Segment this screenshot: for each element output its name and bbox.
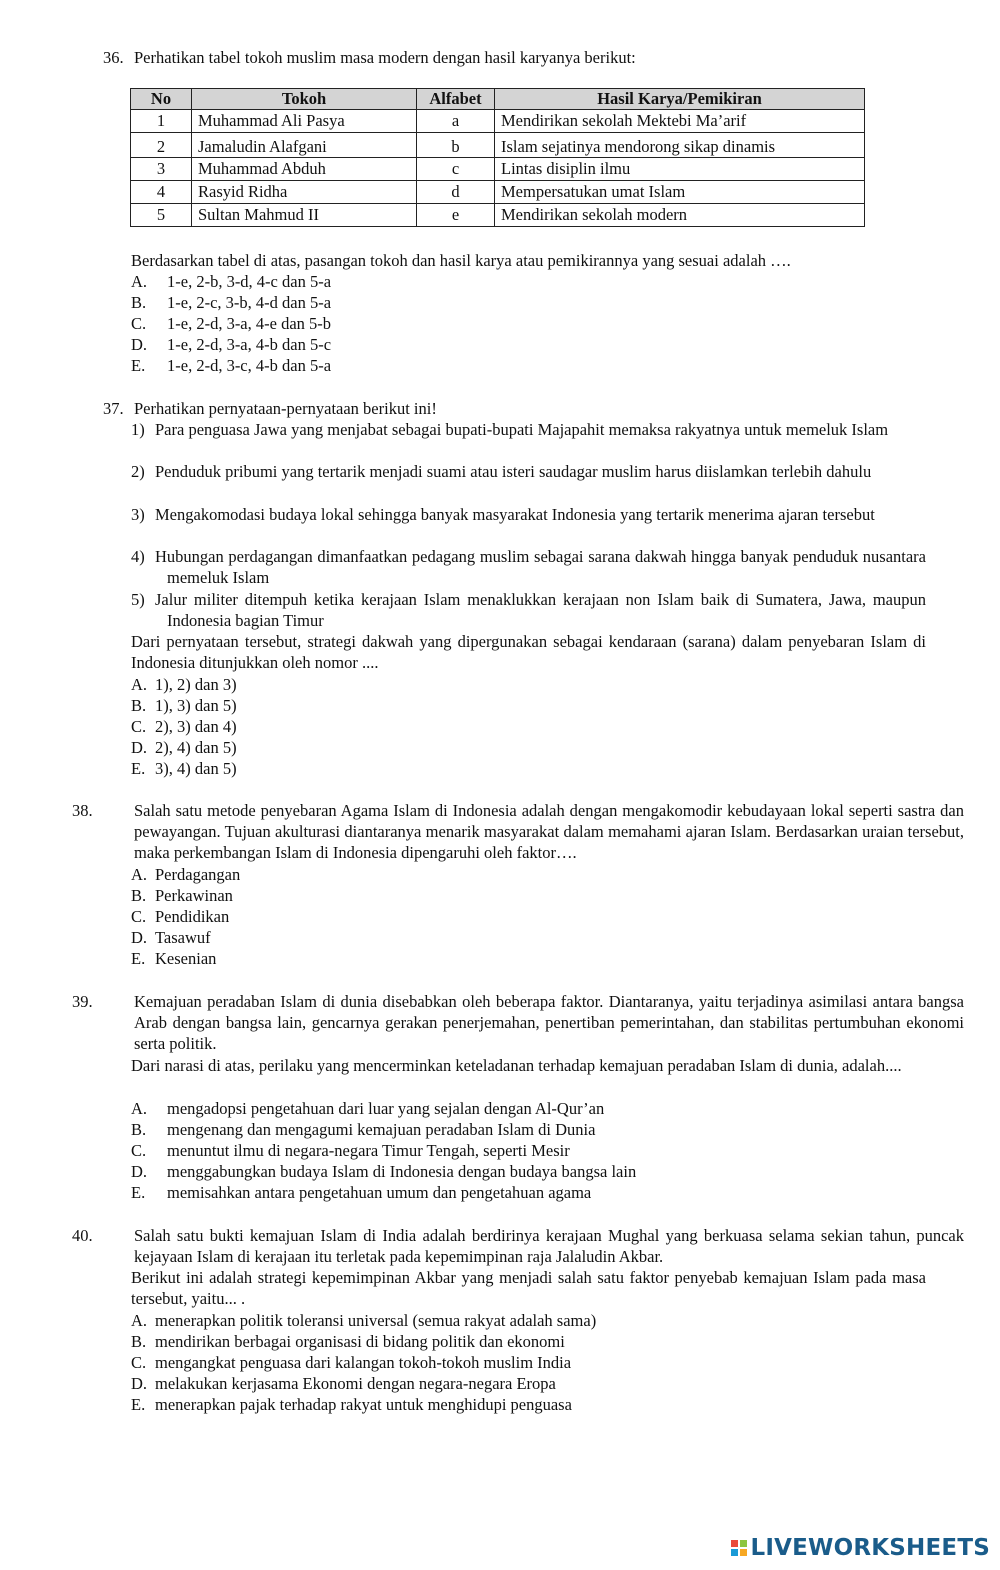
option-text: Tasawuf: [155, 928, 211, 947]
q37-statement-1: [131, 419, 926, 440]
logo-tile: [731, 1549, 738, 1556]
option-letter: D.: [131, 335, 148, 354]
table-cell: 3: [131, 158, 192, 181]
option-text: menerapkan pajak terhadap rakyat untuk menghidupi penguasa: [155, 1395, 572, 1414]
q39-prompt: [72, 991, 964, 1054]
option-letter: C.: [131, 717, 147, 736]
q40-option-c[interactable]: [131, 1352, 571, 1373]
statement-number: 1): [131, 420, 145, 439]
option-text: menuntut ilmu di negara-negara Timur Tengah, seperti Mesir: [167, 1141, 570, 1160]
option-letter: C.: [131, 314, 147, 333]
statement-number: 3): [131, 505, 145, 524]
option-text: 3), 4) dan 5): [155, 759, 237, 778]
option-text: Kesenian: [155, 949, 217, 968]
table-cell: e: [417, 204, 495, 227]
option-text: 1-e, 2-d, 3-a, 4-e dan 5-b: [167, 314, 332, 333]
q38-option-a[interactable]: [131, 864, 240, 885]
q36-option-d[interactable]: [131, 334, 331, 355]
table-row: [131, 181, 865, 204]
option-letter: E.: [131, 1183, 146, 1202]
table-row: [131, 158, 865, 181]
q37-statement-4: [131, 546, 926, 588]
statement-number: 5): [131, 590, 145, 609]
option-text: mendirikan berbagai organisasi di bidang politik dan ekonomi: [155, 1332, 565, 1351]
q40-number: 40.: [72, 1226, 93, 1245]
option-letter: E.: [131, 759, 146, 778]
option-letter: B.: [131, 1332, 147, 1351]
q37-prompt: [103, 398, 933, 419]
table-cell: Islam sejatinya mendorong sikap dinamis: [495, 133, 865, 158]
option-text: Perkawinan: [155, 886, 233, 905]
table-cell: Jamaludin Alafgani: [192, 133, 417, 158]
statement-text: Mengakomodasi budaya lokal sehingga banyak masyarakat Indonesia yang tertarik menerima ajaran tersebut: [155, 505, 875, 524]
q40-question: Berikut ini adalah strategi kepemimpinan Akbar yang menjadi salah satu faktor penyebab kemajuan Islam pada masa tersebut, yaitu... .: [131, 1268, 926, 1308]
option-text: 1), 2) dan 3): [155, 675, 237, 694]
liveworksheets-logo[interactable]: [731, 1533, 990, 1563]
q40-prompt: [72, 1225, 964, 1267]
option-letter: B.: [131, 1120, 147, 1139]
table-cell: d: [417, 181, 495, 204]
option-text: memisahkan antara pengetahuan umum dan pengetahuan agama: [167, 1183, 592, 1202]
table-row: [131, 133, 865, 158]
option-text: 1-e, 2-c, 3-b, 4-d dan 5-a: [167, 293, 332, 312]
q37-number: 37.: [103, 399, 124, 418]
table-header-tokoh: Tokoh: [192, 89, 417, 110]
q37-question: Dari pernyataan tersebut, strategi dakwah yang dipergunakan sebagai kendaraan (sarana) dalam penyebaran Islam di Indonesia ditunjukkan oleh nomor ....: [131, 632, 926, 672]
logo-tile: [731, 1540, 738, 1547]
q38-number: 38.: [72, 801, 93, 820]
option-text: 2), 4) dan 5): [155, 738, 237, 757]
option-text: mengangkat penguasa dari kalangan tokoh-tokoh muslim India: [155, 1353, 572, 1372]
option-text: 2), 3) dan 4): [155, 717, 237, 736]
table-cell: Sultan Mahmud II: [192, 204, 417, 227]
q36-prompt: [103, 47, 933, 68]
table-cell: Mendirikan sekolah Mektebi Ma’arif: [495, 110, 865, 133]
statement-text: Para penguasa Jawa yang menjabat sebagai bupati-bupati Majapahit memaksa rakyatnya untuk memeluk Islam: [155, 420, 889, 439]
option-letter: A.: [131, 865, 148, 884]
q38-prompt-text: Salah satu metode penyebaran Agama Islam di Indonesia adalah dengan mengakomodir kebudayaan lokal seperti sastra dan pewayangan. Tujuan akulturasi diantaranya menarik masyarakat dalam memahami ajaran Islam. Berdasarkan uraian tersebut, maka perkembangan Islam di Indonesia dipengaruhi oleh faktor….: [134, 801, 964, 862]
option-letter: B.: [131, 293, 147, 312]
option-letter: B.: [131, 696, 147, 715]
option-letter: C.: [131, 1353, 147, 1372]
q36-option-e[interactable]: [131, 355, 331, 376]
option-letter: E.: [131, 356, 146, 375]
option-letter: D.: [131, 738, 148, 757]
table-cell: 1: [131, 110, 192, 133]
option-text: Pendidikan: [155, 907, 230, 926]
q40-option-a[interactable]: [131, 1310, 596, 1331]
q37-option-e[interactable]: [131, 758, 237, 779]
q37-option-a[interactable]: [131, 674, 237, 695]
q38-option-e[interactable]: [131, 948, 216, 969]
q36-option-c[interactable]: [131, 313, 331, 334]
table-header-hasil: Hasil Karya/Pemikiran: [495, 89, 865, 110]
q37-statement-2: [131, 461, 926, 482]
option-text: 1-e, 2-d, 3-a, 4-b dan 5-c: [167, 335, 332, 354]
option-text: mengenang dan mengagumi kemajuan peradaban Islam di Dunia: [167, 1120, 596, 1139]
option-letter: D.: [131, 1374, 148, 1393]
option-text: 1), 3) dan 5): [155, 696, 237, 715]
option-letter: E.: [131, 1395, 146, 1414]
table-cell: b: [417, 133, 495, 158]
option-text: menerapkan politik toleransi universal (semua rakyat adalah sama): [155, 1311, 597, 1330]
q39-number: 39.: [72, 992, 93, 1011]
statement-number: 4): [131, 547, 145, 566]
statement-text: Hubungan perdagangan dimanfaatkan pedagang muslim sebagai sarana dakwah hingga banyak penduduk nusantara memeluk Islam: [155, 547, 926, 587]
q40-option-d[interactable]: [131, 1373, 556, 1394]
option-letter: A.: [131, 1099, 148, 1118]
option-letter: C.: [131, 907, 147, 926]
option-letter: C.: [131, 1141, 147, 1160]
logo-tile: [740, 1549, 747, 1556]
statement-number: 2): [131, 462, 145, 481]
option-letter: A.: [131, 675, 148, 694]
q39-prompt-text: Kemajuan peradaban Islam di dunia disebabkan oleh beberapa faktor. Diantaranya, yaitu terjadinya asimilasi antara bangsa Arab dengan bangsa lain, gencarnya gerakan penerjemahan, penertiban pemerintahan, dan stabilitas pertumbuhan ekonomi serta politik.: [134, 992, 964, 1053]
q36-question: Berdasarkan tabel di atas, pasangan tokoh dan hasil karya atau pemikirannya yang sesuai adalah ….: [131, 251, 791, 270]
q39-option-d[interactable]: [131, 1161, 636, 1182]
table-cell: 5: [131, 204, 192, 227]
statement-text: Jalur militer ditempuh ketika kerajaan Islam menaklukkan kerajaan non Islam baik di Sumatera, Jawa, maupun Indonesia bagian Timur: [155, 590, 926, 630]
q36-prompt-text: Perhatikan tabel tokoh muslim masa modern dengan hasil karyanya berikut:: [134, 48, 636, 67]
q36-option-b[interactable]: [131, 292, 331, 313]
q40-option-b[interactable]: [131, 1331, 565, 1352]
q38-option-d[interactable]: [131, 927, 211, 948]
q36-number: 36.: [103, 48, 124, 67]
option-letter: D.: [131, 1162, 148, 1181]
option-text: 1-e, 2-b, 3-d, 4-c dan 5-a: [167, 272, 332, 291]
logo-wordmark: LIVEWORKSHEETS: [750, 1534, 990, 1561]
table-cell: 4: [131, 181, 192, 204]
q37-option-c[interactable]: [131, 716, 237, 737]
table-cell: a: [417, 110, 495, 133]
option-letter: A.: [131, 1311, 148, 1330]
logo-tiles-icon: [731, 1540, 747, 1556]
table-cell: Mendirikan sekolah modern: [495, 204, 865, 227]
option-letter: E.: [131, 949, 146, 968]
table-cell: Rasyid Ridha: [192, 181, 417, 204]
table-header-no: No: [131, 89, 192, 110]
q38-option-c[interactable]: [131, 906, 229, 927]
q40-prompt-text: Salah satu bukti kemajuan Islam di India adalah berdirinya kerajaan Mughal yang berkuasa selama sekian tahun, puncak kejayaan Islam di kerajaan itu terletak pada kepemimpinan raja Jalaludin Akbar.: [134, 1226, 964, 1266]
q39-question: Dari narasi di atas, perilaku yang mencerminkan keteladanan terhadap kemajuan peradaban Islam di dunia, adalah....: [131, 1056, 902, 1075]
q37-statement-5: [131, 589, 926, 631]
table-cell: Muhammad Ali Pasya: [192, 110, 417, 133]
q39-option-e[interactable]: [131, 1182, 591, 1203]
q39-option-c[interactable]: [131, 1140, 570, 1161]
q38-option-b[interactable]: [131, 885, 233, 906]
q37-statement-3: [131, 504, 926, 525]
logo-tile: [740, 1540, 747, 1547]
option-letter: B.: [131, 886, 147, 905]
table-header-row: [131, 89, 865, 110]
option-letter: A.: [131, 272, 148, 291]
q40-option-e[interactable]: [131, 1394, 572, 1415]
table-cell: Mempersatukan umat Islam: [495, 181, 865, 204]
table-row: [131, 204, 865, 227]
table-cell: Lintas disiplin ilmu: [495, 158, 865, 181]
option-text: Perdagangan: [155, 865, 241, 884]
option-letter: D.: [131, 928, 148, 947]
table-row: [131, 110, 865, 133]
q39-option-b[interactable]: [131, 1119, 595, 1140]
table-cell: 2: [131, 133, 192, 158]
option-text: melakukan kerjasama Ekonomi dengan negara-negara Eropa: [155, 1374, 556, 1393]
q39-option-a[interactable]: [131, 1098, 604, 1119]
table-header-alfabet: Alfabet: [417, 89, 495, 110]
q37-option-b[interactable]: [131, 695, 237, 716]
q38-prompt: [72, 800, 964, 863]
q36-option-a[interactable]: [131, 271, 331, 292]
table-cell: Muhammad Abduh: [192, 158, 417, 181]
option-text: mengadopsi pengetahuan dari luar yang sejalan dengan Al-Qur’an: [167, 1099, 605, 1118]
statement-text: Penduduk pribumi yang tertarik menjadi suami atau isteri saudagar muslim harus diislamkan terlebih dahulu: [155, 462, 872, 481]
option-text: 1-e, 2-d, 3-c, 4-b dan 5-a: [167, 356, 332, 375]
q37-option-d[interactable]: [131, 737, 237, 758]
q36-table: [130, 88, 865, 227]
q37-prompt-text: Perhatikan pernyataan-pernyataan berikut ini!: [134, 399, 437, 418]
table-cell: c: [417, 158, 495, 181]
option-text: menggabungkan budaya Islam di Indonesia dengan budaya bangsa lain: [167, 1162, 637, 1181]
